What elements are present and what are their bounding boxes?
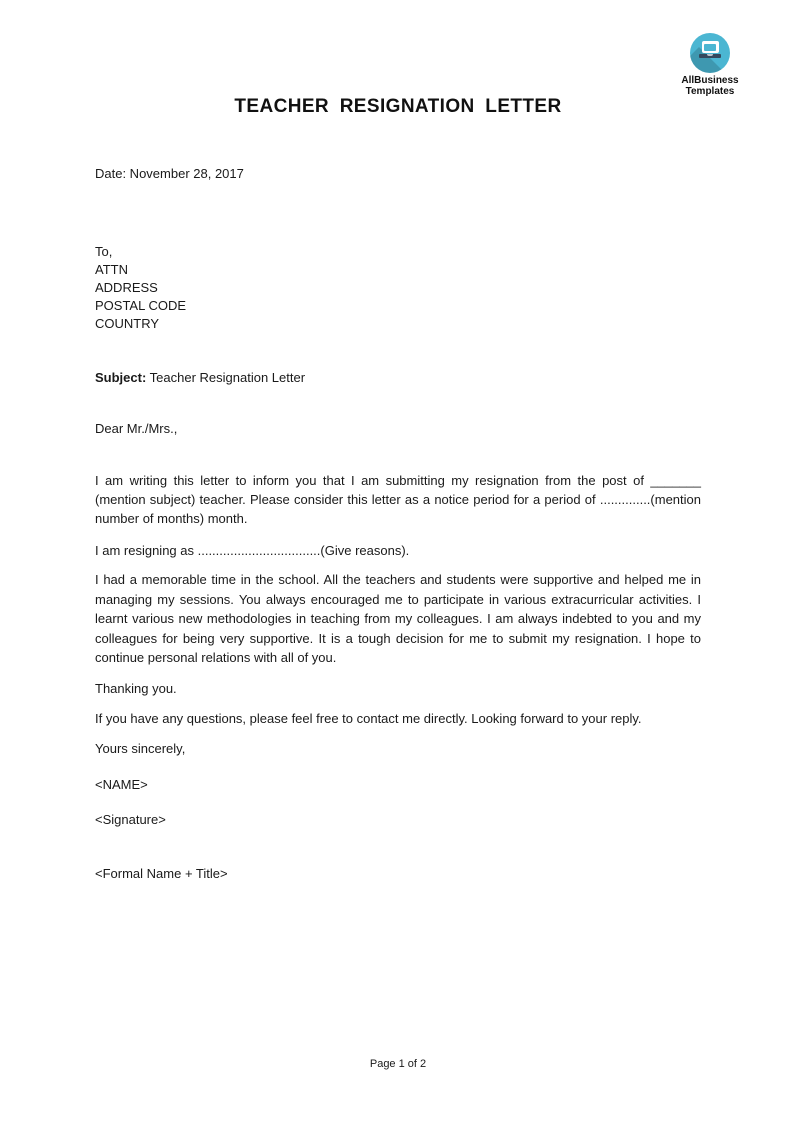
brand-line-1: AllBusiness <box>681 75 739 86</box>
recipient-line-country: COUNTRY <box>95 316 160 331</box>
body-paragraph-1: I am writing this letter to inform you that I am submitting my resignation from the post of _______ (mention subject) teacher. Please consider this letter as a notice period for a period of ..............(mention number of months) month. <box>95 473 701 526</box>
brand-line-2: Templates <box>685 86 735 97</box>
laptop-icon <box>690 41 730 58</box>
salutation: Dear Mr./Mrs., <box>95 421 178 436</box>
recipient-line-to: To, <box>95 244 113 259</box>
closing-line: Yours sincerely, <box>95 741 186 756</box>
signature-placeholder: <Signature> <box>95 812 166 827</box>
body-paragraph-3: I had a memorable time in the school. All the teachers and students were supportive and helped me in managing my sessions. You always encouraged me to participate in various extracurricular activities. I learnt various new methodologies in teaching from my colleagues. I am always indebted to you and my colleagues for being very supportive. It is a tough decision for me to submit my resignation. I hope to continue personal relations with all of you. <box>95 572 701 665</box>
subject-line <box>95 368 701 387</box>
thanking-line: Thanking you. <box>95 681 177 696</box>
brand-name <box>679 75 741 97</box>
recipient-block <box>95 243 701 333</box>
contact-line: If you have any questions, please feel free to contact me directly. Looking forward to your reply. <box>95 711 642 726</box>
date-line: Date: November 28, 2017 <box>95 166 244 181</box>
letter-title: TEACHER RESIGNATION LETTER <box>234 96 562 117</box>
recipient-line-address: ADDRESS <box>95 280 158 295</box>
subject-label: Subject: <box>95 370 147 385</box>
logo-circle <box>690 33 730 73</box>
recipient-line-attn: ATTN <box>95 262 128 277</box>
subject-text: Teacher Resignation Letter <box>146 370 306 385</box>
formal-name-title-placeholder: <Formal Name + Title> <box>95 866 228 881</box>
page-indicator: Page 1 of 2 <box>369 1058 427 1070</box>
recipient-line-postal-code: POSTAL CODE <box>95 298 187 313</box>
body-paragraph-2: I am resigning as ..................................(Give reasons). <box>95 543 410 558</box>
name-placeholder: <NAME> <box>95 777 148 792</box>
allbusiness-logo <box>679 33 741 97</box>
